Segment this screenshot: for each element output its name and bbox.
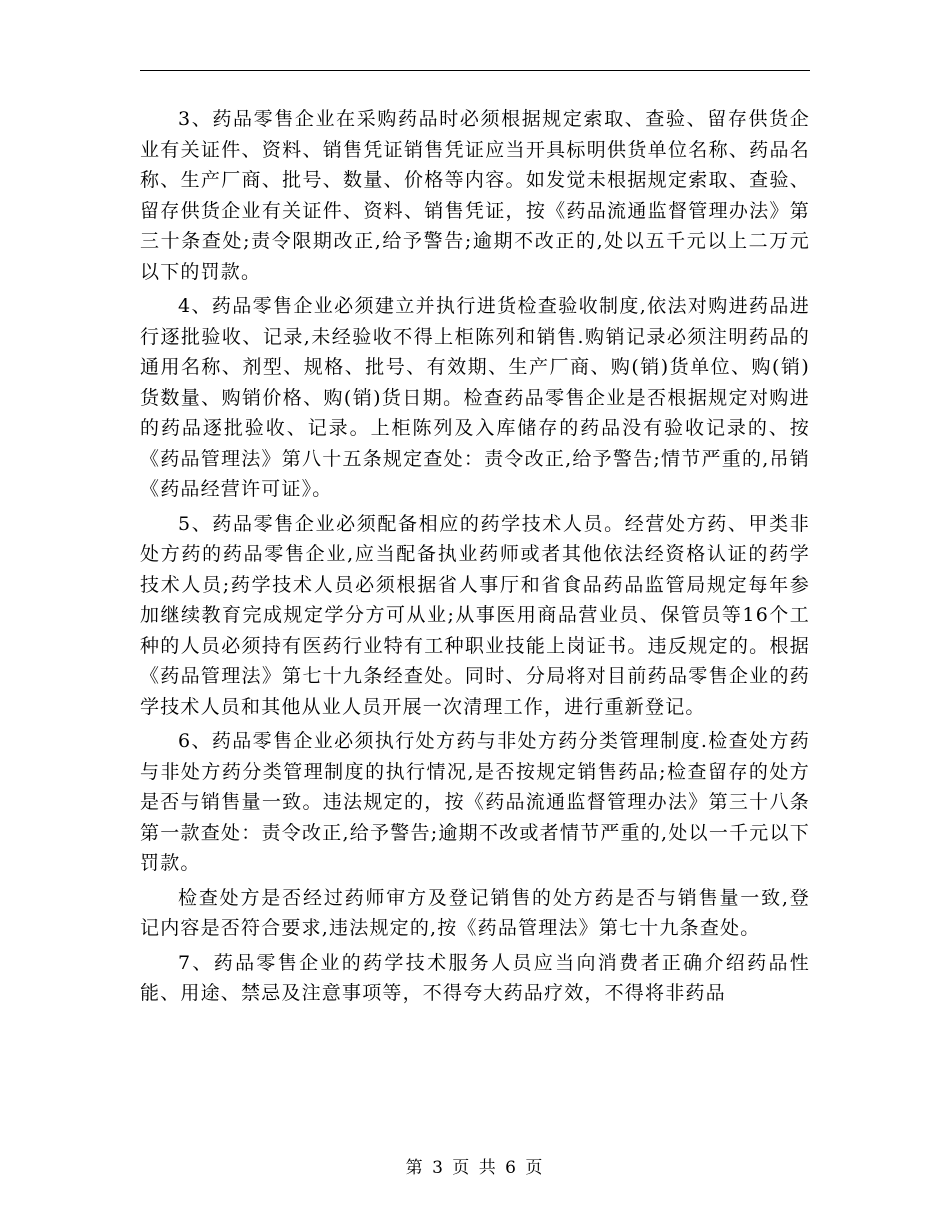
paragraph-item-5: 5、药品零售企业必须配备相应的药学技术人员。经营处方药、甲类非处方药的药品零售企业,应当配备执业药师或者其他依法经资格认证的药学技术人员;药学技术人员必须根据省人事厅和省食品药品监管局规定每年参加继续教育完成规定学分方可从业;从事医用商品营业员、保管员等16个工种的人员必须持有医药行业特有工种职业技能上岗证书。违反规定的。根据《药品管理法》第七十九条经查处。同时、分局将对目前药品零售企业的药学技术人员和其他从业人员开展一次清理工作，进行重新登记。 bbox=[140, 512, 810, 718]
paragraph-prescription-check: 检查处方是否经过药师审方及登记销售的处方药是否与销售量一致,登记内容是否符合要求,违法规定的,按《药品管理法》第七十九条查处。 bbox=[140, 886, 810, 939]
document-body bbox=[140, 104, 810, 1009]
paragraph-item-6: 6、药品零售企业必须执行处方药与非处方药分类管理制度.检查处方药与非处方药分类管理制度的执行情况,是否按规定销售药品;检查留存的处方是否与销售量一致。违法规定的，按《药品流通监督管理办法》第三十八条第一款查处：责令改正,给予警告;逾期不改或者情节严重的,处以一千元以下罚款。 bbox=[140, 730, 810, 874]
page-number-footer: 第 3 页 共 6 页 bbox=[405, 1158, 545, 1178]
paragraph-item-7: 7、药品零售企业的药学技术服务人员应当向消费者正确介绍药品性能、用途、禁忌及注意事项等，不得夸大药品疗效，不得将非药品 bbox=[140, 951, 810, 1004]
paragraph-item-3: 3、药品零售企业在采购药品时必须根据规定索取、查验、留存供货企业有关证件、资料、销售凭证销售凭证应当开具标明供货单位名称、药品名称、生产厂商、批号、数量、价格等内容。如发觉未根据规定索取、查验、留存供货企业有关证件、资料、销售凭证，按《药品流通监督管理办法》第三十条查处;责令限期改正,给予警告;逾期不改正的,处以五千元以上二万元以下的罚款。 bbox=[140, 108, 810, 283]
paragraph-item-4: 4、药品零售企业必须建立并执行进货检查验收制度,依法对购进药品进行逐批验收、记录,未经验收不得上柜陈列和销售.购销记录必须注明药品的通用名称、剂型、规格、批号、有效期、生产厂商、购(销)货单位、购(销)货数量、购销价格、购(销)货日期。检查药品零售企业是否根据规定对购进的药品逐批验收、记录。上柜陈列及入库储存的药品没有验收记录的、按《药品管理法》第八十五条规定查处：责令改正,给予警告;情节严重的,吊销《药品经营许可证》。 bbox=[140, 295, 810, 500]
header-rule bbox=[140, 70, 810, 71]
